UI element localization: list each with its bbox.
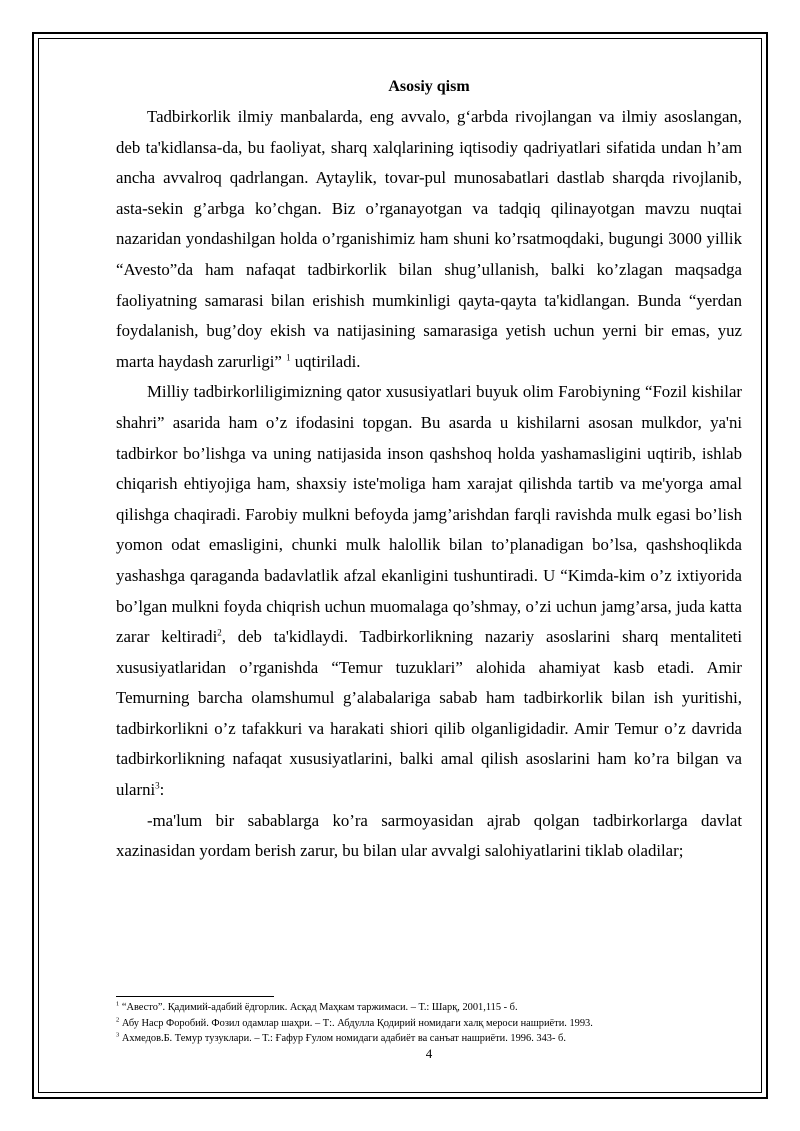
- paragraph-1: [116, 102, 742, 377]
- page-number: 4: [425, 1046, 433, 1061]
- footnote-1-number: 1: [116, 1000, 120, 1008]
- paragraph-2-text-mid: , deb ta'kidlaydi. Tadbirkorlikning nazariy asoslarini sharq mentaliteti xususiyatlaridan o’rganishda “Temur tuzuklari” alohida ahamiyat kasb etadi. Amir Temurning barcha olamshumul g’alabalariga sabab ham tadbirkorlik bilan ish yuritishi, tadbirkorlikni o’z tafakkuri va harakati shiori qilib olganligidadir. Amir Temur o’z davrida tadbirkorlikning nafaqat xususiyatlarini, balki amal qilish asoslarini ham ko’ra bilgan va ularni: [116, 627, 742, 800]
- paragraph-2-text: Milliy tadbirkorliligimizning qator xususiyatlari buyuk olim Farobiyning “Fozil kishilar shahri” asarida ham o’z ifodasini topgan. Bu asarda u kishilarni asosan mulkdor, ya'ni tadbirkor bo’lishga va uning natijasida inson qashshoq holda yashamasligini uqtirib, ishlab chiqarish ehtiyojiga ham, shaxsiy iste'moliga ham xarajat qilishda tartib va me'yorga amal qilishga chaqiradi. Farobiy mulkni befoyda jamg’arishdan farqli ravishda mulk egasi bo’lish yomon odat emasligini, chunki mulk halollik bilan to’planadigan bo’lsa, qashshoqlikda yashashga qaraganda badavlatlik afzal ekanligini tushuntiradi. U “Kimda-kim o’z ixtiyorida bo’lgan mulkni foyda chiqrish uchun muomalaga qo’shmay, o’zi uchun jamg’arsa, juda katta zarar keltiradi: [116, 382, 742, 647]
- paragraph-2-text-end: :: [159, 780, 165, 800]
- section-heading: Asosiy qism: [388, 78, 470, 95]
- footnote-ref-2[interactable]: 2: [217, 627, 222, 638]
- footnote-3: [116, 1031, 742, 1047]
- footnote-ref-3[interactable]: 3: [155, 780, 160, 791]
- footnote-2-text: Абу Наср Форобий. Фозил одамлар шаҳри. – Т:. Абдулла Қодирий номидаги халқ мероси нашриёти. 1993.: [119, 1017, 593, 1029]
- footnote-2: [116, 1016, 742, 1032]
- footnote-3-text: Ахмедов.Б. Темур тузуклари. – Т.: Ғафур Ғулом номидаги адабиёт ва санъат нашриёти. 1996. 343- б.: [119, 1033, 566, 1044]
- paragraph-3: -ma'lum bir sabablarga ko’ra sarmoyasidan ajrab qolgan tadbirkorlarga davlat xazinasidan yordam berish zarur, bu bilan ular avvalgi salohiyatlarini tiklab oladilar;: [116, 810, 742, 861]
- footnote-2-number: 2: [116, 1016, 120, 1024]
- paragraph-1-text-end: uqtiriladi.: [290, 351, 361, 371]
- paragraph-2: [116, 377, 742, 805]
- footnote-separator: [116, 996, 274, 997]
- page-content: [116, 74, 742, 867]
- footnote-1-text: “Авесто”. Қадимий-адабий ёдгорлик. Асқад Маҳкам таржимаси. – Т.: Шарқ, 2001,115 - б.: [119, 1002, 518, 1013]
- footnote-1: [116, 1000, 742, 1016]
- footnotes: [116, 1000, 742, 1047]
- footnote-ref-1[interactable]: 1: [286, 352, 291, 363]
- footnote-3-number: 3: [116, 1031, 120, 1039]
- paragraph-1-text: Tadbirkorlik ilmiy manbalarda, eng avvalo, g‘arbda rivojlangan va ilmiy asoslangan, deb ta'kidlansa-da, bu faoliyat, sharq xalqlarining iqtisodiy qadriyatlari sifatida undan h’am ancha avvalroq qadrlangan. Aytaylik, tovar-pul munosabatlari dastlab sharqda rivojlanib, asta-sekin g’arbga ko’chgan. Biz o’rganayotgan va tadqiq qilinayotgan mavzu nuqtai nazaridan yondashilgan holda o’rganishimiz ham shuni ko’rsatmoqdaki, bugungi 3000 yillik “Avesto”da ham nafaqat tadbirkorlik bilan shug’ullanish, balki ko’zlagan maqsadga faoliyatning samarasi bilan erishish mumkinligi qayta-qayta ta'kidlangan. Bunda “yerdan foydalanish, bug’doy ekish va natijasining samarasiga yetish uchun yerni bir emas, yuz marta haydash zarurligi”: [116, 107, 742, 371]
